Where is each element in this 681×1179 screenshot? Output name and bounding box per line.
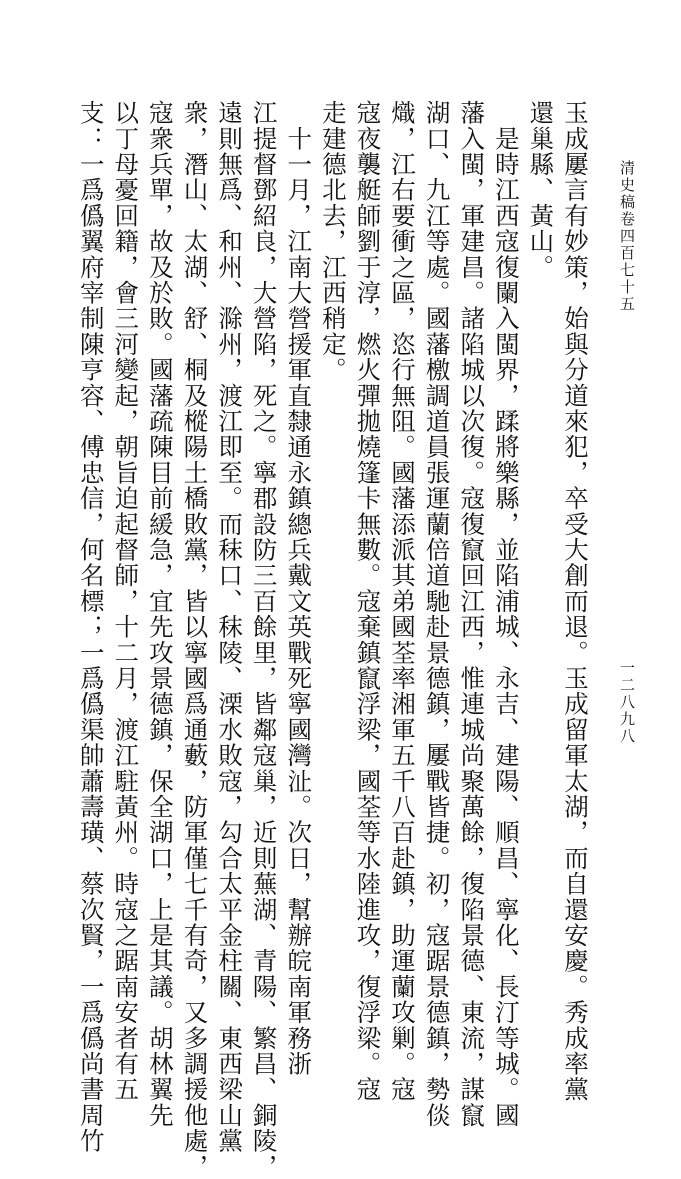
text-column: 遠則無爲、和州、滁州，渡江即至。而秣口、秣陵、溧水敗寇，勾合太平金柱關、東西梁山黨 bbox=[215, 100, 245, 1154]
text-column: 玉成屢言有妙策，始與分道來犯，卒受大創而退。玉成留軍太湖，而自還安慶。秀成率黨 bbox=[561, 100, 590, 1103]
text-column: 江提督鄧紹良，大營陷，死之。寧郡設防三百餘里，皆鄰寇巢，近則蕪湖、青陽、繁昌、銅陵， bbox=[249, 100, 279, 1179]
text-column: 還巢縣、黃山。 bbox=[526, 100, 556, 280]
text-column: 是時江西寇復闌入閩界，蹂將樂縣，並陷浦城、永吉、建陽、順昌、寧化、長汀等城。國 bbox=[491, 100, 521, 1128]
text-column: 湖口、九江等處。國藩檄調道員張運蘭倍道馳赴景德鎮，屢戰皆捷。初，寇踞景德鎮，勢倓 bbox=[422, 100, 452, 1128]
page-number: 一二八九八 bbox=[618, 660, 636, 745]
running-title: 清史稿卷四百七十五 bbox=[618, 160, 636, 313]
text-column: 十一月，江南大營援軍直隸通永鎮總兵戴文英戰死寧國灣沚。次日，幫辦皖南軍務浙 bbox=[284, 100, 314, 1077]
text-column: 寇夜襲艇師劉于淳，燃火彈拋燒篷卡無數。寇棄鎮竄浮梁，國荃等水陸進攻，復浮梁。寇 bbox=[353, 100, 383, 1103]
text-column: 衆，潛山、太湖、舒、桐及樅陽土橋敗黨，皆以寧國爲通藪，防軍僅七千有奇，又多調援他處， bbox=[180, 100, 210, 1179]
text-column: 以丁母憂回籍，會三河變起，朝旨迫起督師，十二月，渡江駐黃州。時寇之踞南安者有五 bbox=[111, 100, 141, 1103]
text-column: 寇衆兵單，故及於敗。國藩疏陳目前緩急，宜先攻景德鎮，保全湖口，上是其議。胡林翼先 bbox=[145, 100, 175, 1128]
body-text bbox=[72, 100, 592, 1179]
text-column: 熾，江右要衝之區，恣行無阻。國藩添派其弟國荃率湘軍五千八百赴鎮，助運蘭攻剿。寇 bbox=[388, 100, 418, 1103]
text-column: 藩入閩，軍建昌。諸陷城以次復。寇復竄回江西，惟連城尚聚萬餘，復陷景德、東流，謀竄 bbox=[457, 100, 487, 1128]
text-column: 支：一爲僞翼府宰制陳亨容、傅忠信，何名標；一爲僞渠帥蕭壽璜、蔡次賢，一爲僞尚書周竹 bbox=[76, 100, 106, 1154]
text-column: 走建德北去，江西稍定。 bbox=[318, 100, 348, 383]
